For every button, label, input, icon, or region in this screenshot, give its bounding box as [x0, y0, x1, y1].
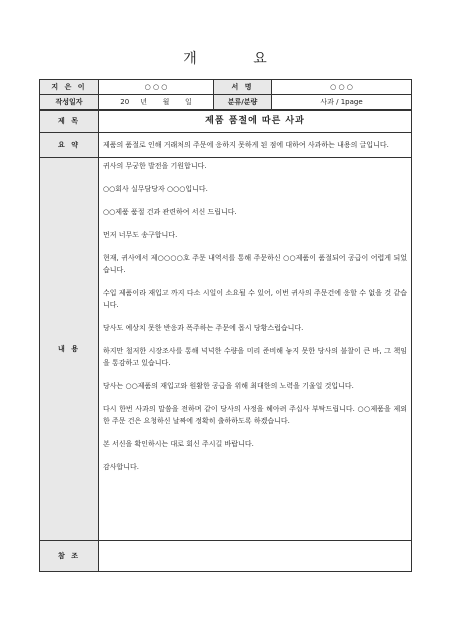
date-value: [99, 95, 214, 111]
reference-value: [99, 541, 412, 572]
content-paragraph: 본 서신을 확인하시는 대로 회신 주시길 바랍니다.: [103, 440, 254, 448]
subject-label: 제 목: [40, 110, 99, 133]
date-year: 20: [120, 97, 130, 106]
date-label: 작성일자: [40, 95, 99, 111]
date-year-unit: 년: [140, 97, 148, 106]
content-paragraph: 수입 제품이라 재입고 까지 다소 시일이 소요될 수 있어, 이번 귀사의 주문건에 응할 수 없을 것 같습니다.: [103, 289, 407, 309]
date-month-unit: 월: [162, 97, 170, 106]
content-paragraph: 먼저 너무도 송구합니다.: [103, 231, 178, 239]
signature-value: ○ ○ ○: [272, 80, 412, 95]
content-paragraph: 다시 한번 사과의 말씀을 전하며 같이 당사의 사정을 헤아려 주십사 부탁드립니다. ○○제품을 제외한 주문 건은 요청하신 날짜에 정확히 출하하도록 하겠습니다.: [103, 405, 407, 425]
content-paragraph: 당사는 ○○제품의 재입고와 원활한 공급을 위해 최대한의 노력을 기울일 것입니다.: [103, 382, 354, 390]
category-value: 사과 / 1page: [272, 95, 412, 111]
signature-label: 서 명: [214, 80, 272, 95]
category-label: 분류/분량: [214, 95, 272, 111]
page-title: 개 요: [183, 51, 293, 67]
content-paragraph: ○○회사 실무담당자 ○○○입니다.: [103, 185, 208, 193]
content-paragraph: 당사도 예상치 못한 반응과 폭주하는 주문에 몹시 당황스럽습니다.: [103, 324, 304, 332]
content-paragraph: 하지만 철저한 시장조사를 통해 넉넉한 수량을 미리 준비해 놓지 못한 당사의 불찰이 큰 바, 그 책임을 통감하고 있습니다.: [103, 347, 407, 367]
content-paragraph: ○○제품 품절 건과 관련하여 서신 드립니다.: [103, 208, 237, 216]
content-paragraph: 감사합니다.: [103, 463, 140, 471]
content-paragraph: 현재, 귀사에서 제○○○○호 주문 내역서를 통해 주문하신 ○○제품이 품절되어 공급이 어렵게 되었습니다.: [103, 254, 407, 274]
summary-value: 제품의 품절로 인해 거래처의 주문에 응하지 못하게 된 점에 대하여 사과하는 내용의 글입니다.: [99, 133, 412, 158]
reference-label: 참 조: [40, 541, 99, 572]
summary-label: 요 약: [40, 133, 99, 158]
content-paragraph: 귀사의 무궁한 발전을 기원합니다.: [103, 162, 207, 170]
summary-table: [39, 79, 412, 572]
writer-value: ○ ○ ○: [99, 80, 214, 95]
content-label: 내 용: [40, 158, 99, 541]
date-day-unit: 일: [184, 97, 192, 106]
writer-label: 지 은 이: [40, 80, 99, 95]
content-body: [99, 158, 412, 541]
subject-value: 제품 품절에 따른 사과: [99, 110, 412, 133]
